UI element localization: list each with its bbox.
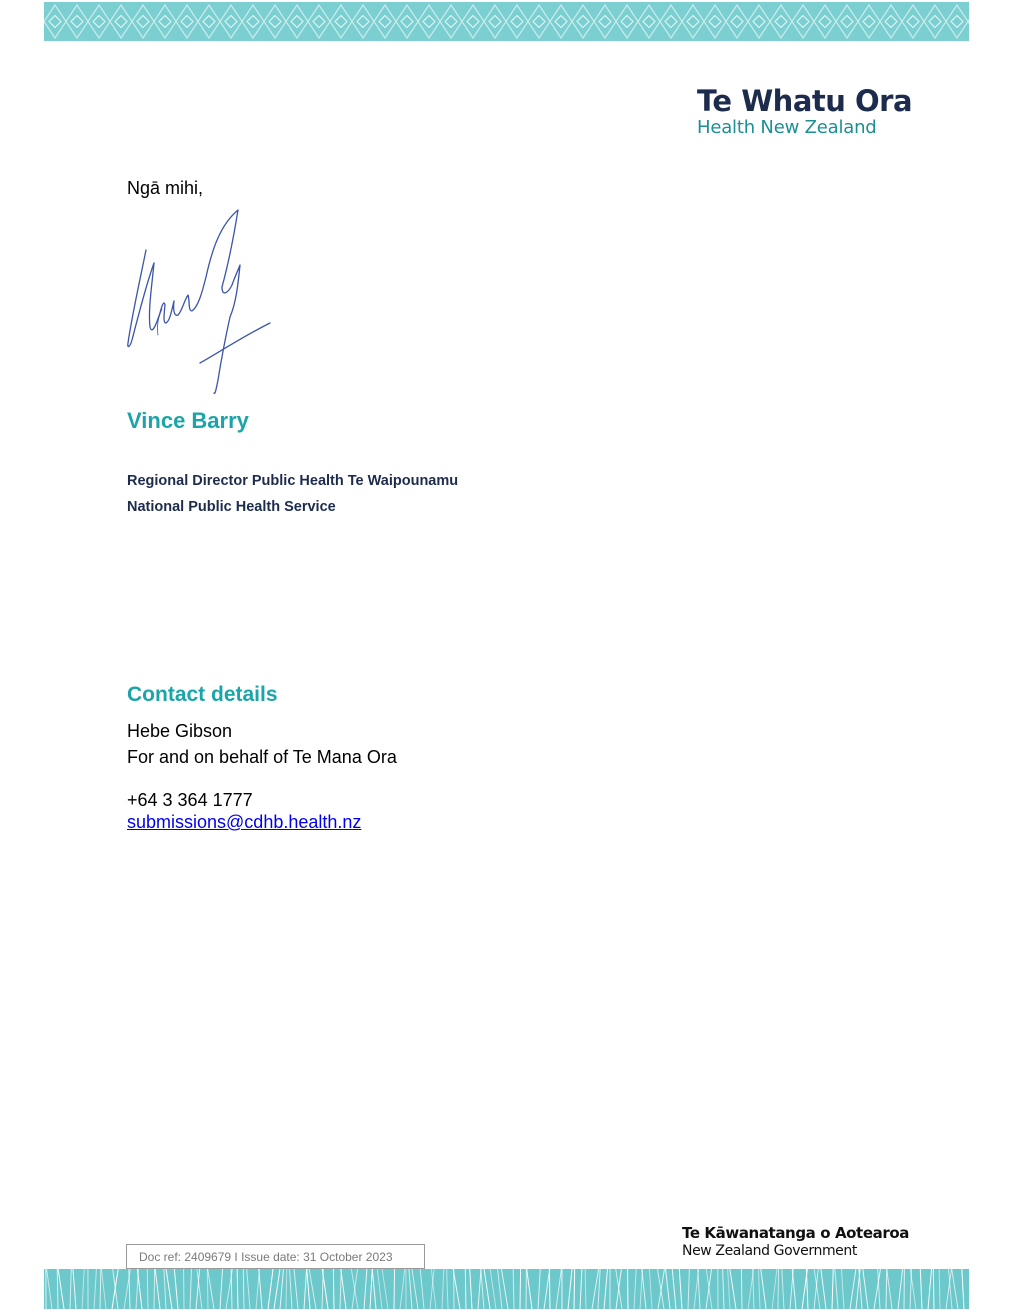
signature-icon xyxy=(118,205,288,400)
contact-name: Hebe Gibson xyxy=(127,721,233,741)
contact-email-link[interactable]: submissions@cdhb.health.nz xyxy=(127,812,362,832)
header-pattern-icon xyxy=(44,2,969,41)
contact-phone: +64 3 364 1777 xyxy=(127,790,253,810)
signer-role-title: Regional Director Public Health Te Waipounamu xyxy=(127,473,459,489)
header-pattern-band xyxy=(44,2,969,41)
signer-name: Vince Barry xyxy=(127,408,249,433)
salutation: Ngā mihi, xyxy=(127,178,204,198)
nz-government-logo-english: New Zealand Government xyxy=(682,1243,857,1259)
contact-details-heading: Contact details xyxy=(127,683,278,706)
footer-pattern-band xyxy=(44,1269,969,1309)
doc-ref-box: Doc ref: 2409679 I Issue date: 31 October 2023 xyxy=(126,1244,425,1269)
nz-government-logo-maori: Te Kāwanatanga o Aotearoa xyxy=(682,1224,909,1242)
logo-subtitle: Health New Zealand xyxy=(697,117,877,138)
te-whatu-ora-logo: Te Whatu Ora xyxy=(697,84,913,118)
footer-pattern-icon xyxy=(44,1269,969,1309)
contact-on-behalf: For and on behalf of Te Mana Ora xyxy=(127,747,397,767)
signer-role-organisation: National Public Health Service xyxy=(127,499,336,515)
